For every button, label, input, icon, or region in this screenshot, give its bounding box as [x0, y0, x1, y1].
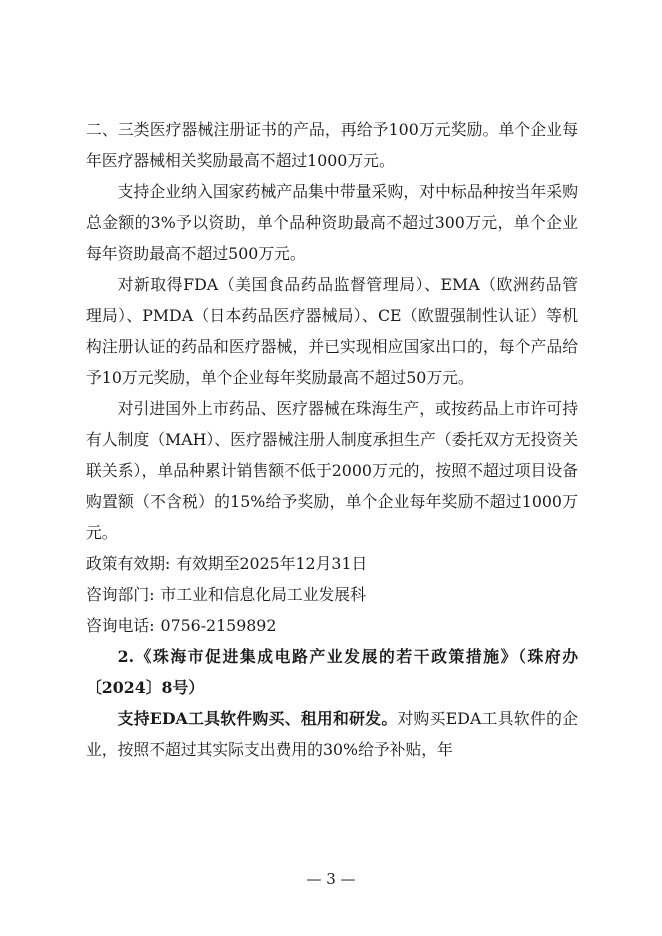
- section-heading: 2.《珠海市促进集成电路产业发展的若干政策措施》（珠府办〔2024〕8号）: [86, 647, 578, 697]
- eda-lead-bold: 支持EDA工具软件购买、租用和研发。: [117, 709, 398, 728]
- paragraph-eda-support: [86, 703, 578, 765]
- paragraph-international-certification: 对新取得FDA（美国食品药品监督管理局）、EMA（欧洲药品管理局）、PMDA（日本药品医疗器械局）、CE（欧盟强制性认证）等机构注册认证的药品和医疗器械，并已实现相应国家出口的，每个产品给予10万元奖励，单个企业每年奖励最高不超过50万元。: [86, 275, 578, 387]
- paragraph-procurement-subsidy: 支持企业纳入国家药械产品集中带量采购，对中标品种按当年采购总金额的3%予以资助，单个品种资助最高不超过300万元，单个企业每年资助最高不超过500万元。: [86, 182, 578, 263]
- consult-phone-line: [86, 610, 578, 641]
- consult-phone-value: 0756-2159892: [160, 616, 277, 635]
- policy-validity-value: 有效期至2025年12月31日: [176, 554, 368, 573]
- policy-validity-label: 政策有效期:: [86, 554, 171, 573]
- policy-validity-line: [86, 548, 578, 579]
- consult-department-label: 咨询部门:: [86, 585, 155, 604]
- eda-lead-text: 对购买EDA工具软件的企业，按照不超过其实际支出费用的30%给予补贴，年: [86, 709, 578, 759]
- paragraph-medical-device-award: 二、三类医疗器械注册证书的产品，再给予100万元奖励。单个企业每年医疗器械相关奖励最高不超过1000万元。: [86, 120, 578, 170]
- page-number: — 3 —: [306, 870, 356, 888]
- document-body: [86, 114, 578, 765]
- consult-department-line: [86, 579, 578, 610]
- consult-phone-label: 咨询电话:: [86, 616, 155, 635]
- consult-department-value: 市工业和信息化局工业发展科: [160, 585, 366, 604]
- paragraph-imported-products: 对引进国外上市药品、医疗器械在珠海生产，或按药品上市许可持有人制度（MAH）、医疗器械注册人制度承担生产（委托双方无投资关联关系），单品种累计销售额不低于2000万元的，按照不超过项目设备购置额（不含税）的15%给予奖励，单个企业每年奖励不超过1000万元。: [86, 399, 578, 542]
